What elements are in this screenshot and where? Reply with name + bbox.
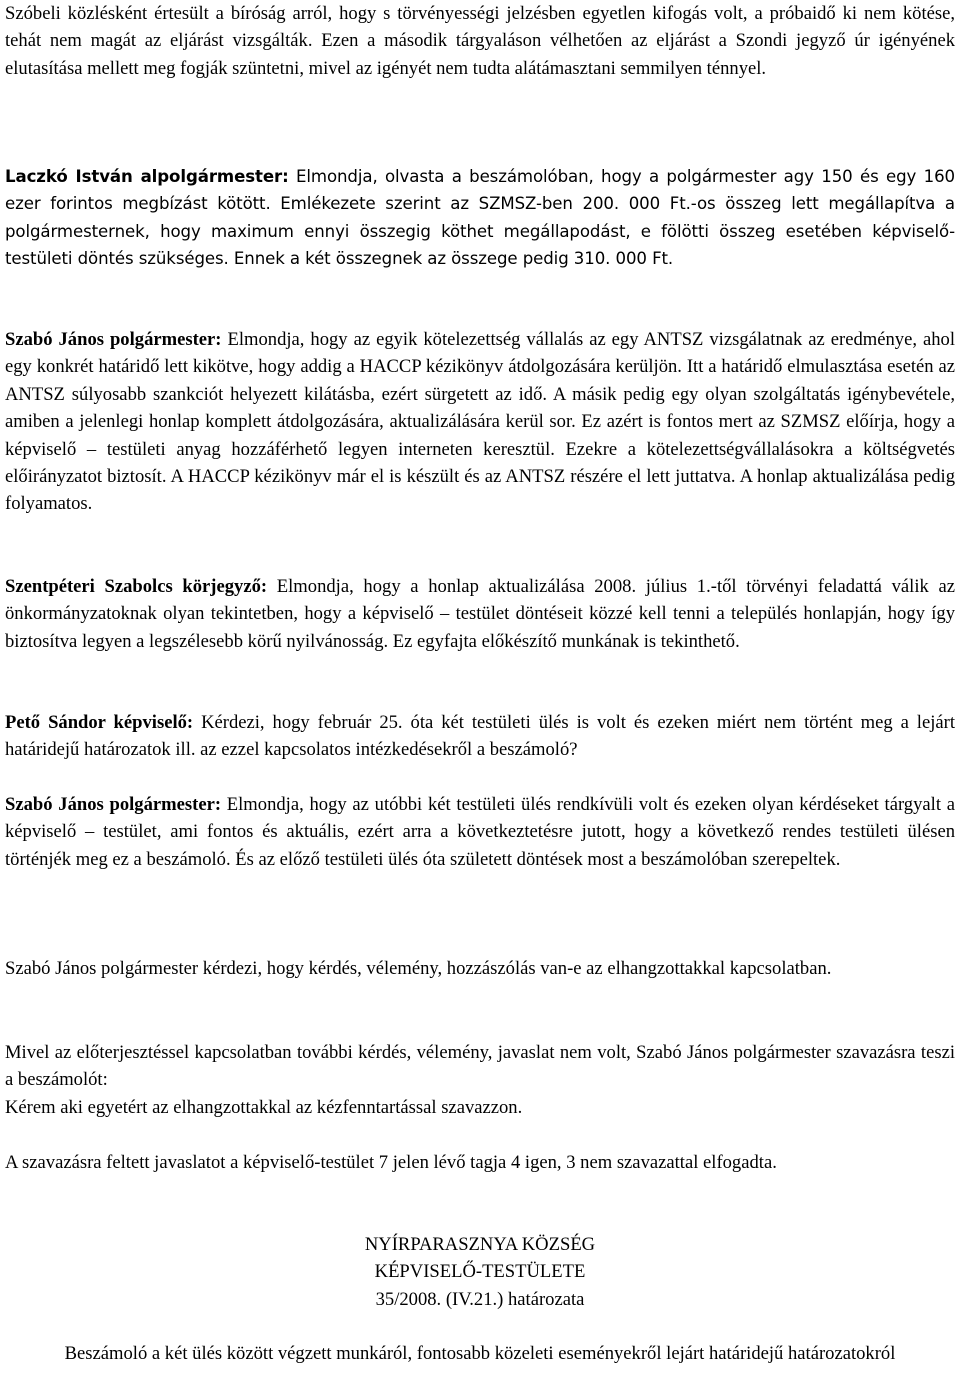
speaker-name: Laczkó István alpolgármester: <box>5 167 289 186</box>
resolution-heading <box>0 1231 960 1313</box>
paragraph-peto <box>5 709 955 764</box>
paragraph-question: Szabó János polgármester kérdezi, hogy kérdés, vélemény, hozzászólás van-e az elhangzottakkal kapcsolatban. <box>5 958 832 979</box>
speech-text: Elmondja, hogy a honlap aktualizálása 2008. július 1.-től törvényi feladattá válik az önkormányzatoknak olyan tekintetben, hogy a képviselő – testület döntéseit közzé kell tenni a település honlapján, hogy így biztosítva legyen a legszélesebb körű nyilvánosság. Ez egyfajta előkészítő munkának is tekinthető. <box>5 576 956 652</box>
paragraph-szabo-2 <box>5 791 955 873</box>
paragraph-szabo-1 <box>5 326 955 518</box>
vote-call-text: Mivel az előterjesztéssel kapcsolatban további kérdés, vélemény, javaslat nem volt, Szabó János polgármester szavazásra teszi a beszámolót: <box>5 1042 955 1091</box>
speech-text: Kérdezi, hogy február 25. óta két testületi ülés is volt és ezeken miért nem történt meg a lejárt határidejű határozatok ill. az ezzel kapcsolatos intézkedésekről a beszámoló? <box>5 712 955 761</box>
paragraph-vote-result: A szavazásra feltett javaslatot a képviselő-testület 7 jelen lévő tagja 4 igen, 3 nem szavazattal elfogadta. <box>5 1152 777 1173</box>
speech-text: Elmondja, olvasta a beszámolóban, hogy a polgármester agy 150 és egy 160 ezer forintos megbízást kötött. Emlékezete szerint az SZMSZ-ben 200. 000 Ft.-os összeg lett megállapítva a polgármesternek, hogy maximum ennyi összegig köthet megállapodást, e fölötti összeg esetében képviselő-testületi döntés szükséges. Ennek a két összegnek az összege pedig 310. 000 Ft. <box>5 167 955 269</box>
speech-text: Elmondja, hogy az egyik kötelezettség vállalás az egy ANTSZ vizsgálatnak az eredménye, ahol egy konkrét határidő lett kikötve, hogy addig a HACCP kézikönyv átdolgozására kerüljön. Itt a határidő elmulasztása esetén az ANTSZ súlyosabb szankciót helyezett kilátásba, ezért sürgetett az idő. A másik pedig egy olyan szolgáltatás igénybevétele, amiben a jelenlegi honlap komplett átdolgozására, aktualizálására kerül sor. Ez azért is fontos mert az SZMSZ előírja, hogy a képviselő – testületi anyag hozzáférhető legyen interneten keresztül. Ezekre a kötelezettségvállalásokra a költségvetés előirányzatot biztosít. A HACCP kézikönyv már el is készült és az ANTSZ részére el lett juttatva. A honlap aktualizálása pedig folyamatos. <box>5 329 956 515</box>
resolution-number: 35/2008. (IV.21.) határozata <box>375 1288 585 1310</box>
paragraph-laczko <box>5 163 955 273</box>
speaker-name: Szabó János polgármester: <box>5 329 222 350</box>
speaker-name: Szentpéteri Szabolcs körjegyző: <box>5 576 268 597</box>
speech-text: Elmondja, hogy az utóbbi két testületi ülés rendkívüli volt és ezeken olyan kérdéseket tárgyalt a képviselő – testület, ami fontos és aktuális, ezért arra a következtetésre jutott, hogy a következő rendes testületi ülésen történjék meg ez a beszámoló. És az előző testületi ülés óta született döntések most a beszámolóban szerepeltek. <box>5 794 955 870</box>
resolution-municipality: NYÍRPARASZNYA KÖZSÉG <box>364 1234 596 1255</box>
resolution-subject: Beszámoló a két ülés között végzett munkáról, fontosabb közeleti eseményekről lejárt határidejű határozatokról <box>64 1343 896 1364</box>
resolution-body: KÉPVISELŐ-TESTÜLETE <box>374 1261 586 1283</box>
paragraph-szentpeteri <box>5 573 955 655</box>
paragraph-court-notice: Szóbeli közlésként értesült a bíróság arról, hogy s törvényességi jelzésben egyetlen kifogás volt, a próbaidő ki nem kötése, tehát nem magát az eljárást vizsgálták. Ezen a második tárgyaláson vélhetően az eljárást a Szondi jegyző úr igényének elutasítása mellett meg fogják szüntetni, mivel az igényét nem tudta alátámasztani semmilyen ténnyel. <box>5 3 955 79</box>
paragraph-vote-call <box>5 1039 955 1121</box>
speaker-name: Szabó János polgármester: <box>5 794 222 815</box>
speaker-name: Pető Sándor képviselő: <box>5 712 194 733</box>
vote-instruction: Kérem aki egyetért az elhangzottakkal az kézfenntartással szavazzon. <box>5 1096 523 1118</box>
